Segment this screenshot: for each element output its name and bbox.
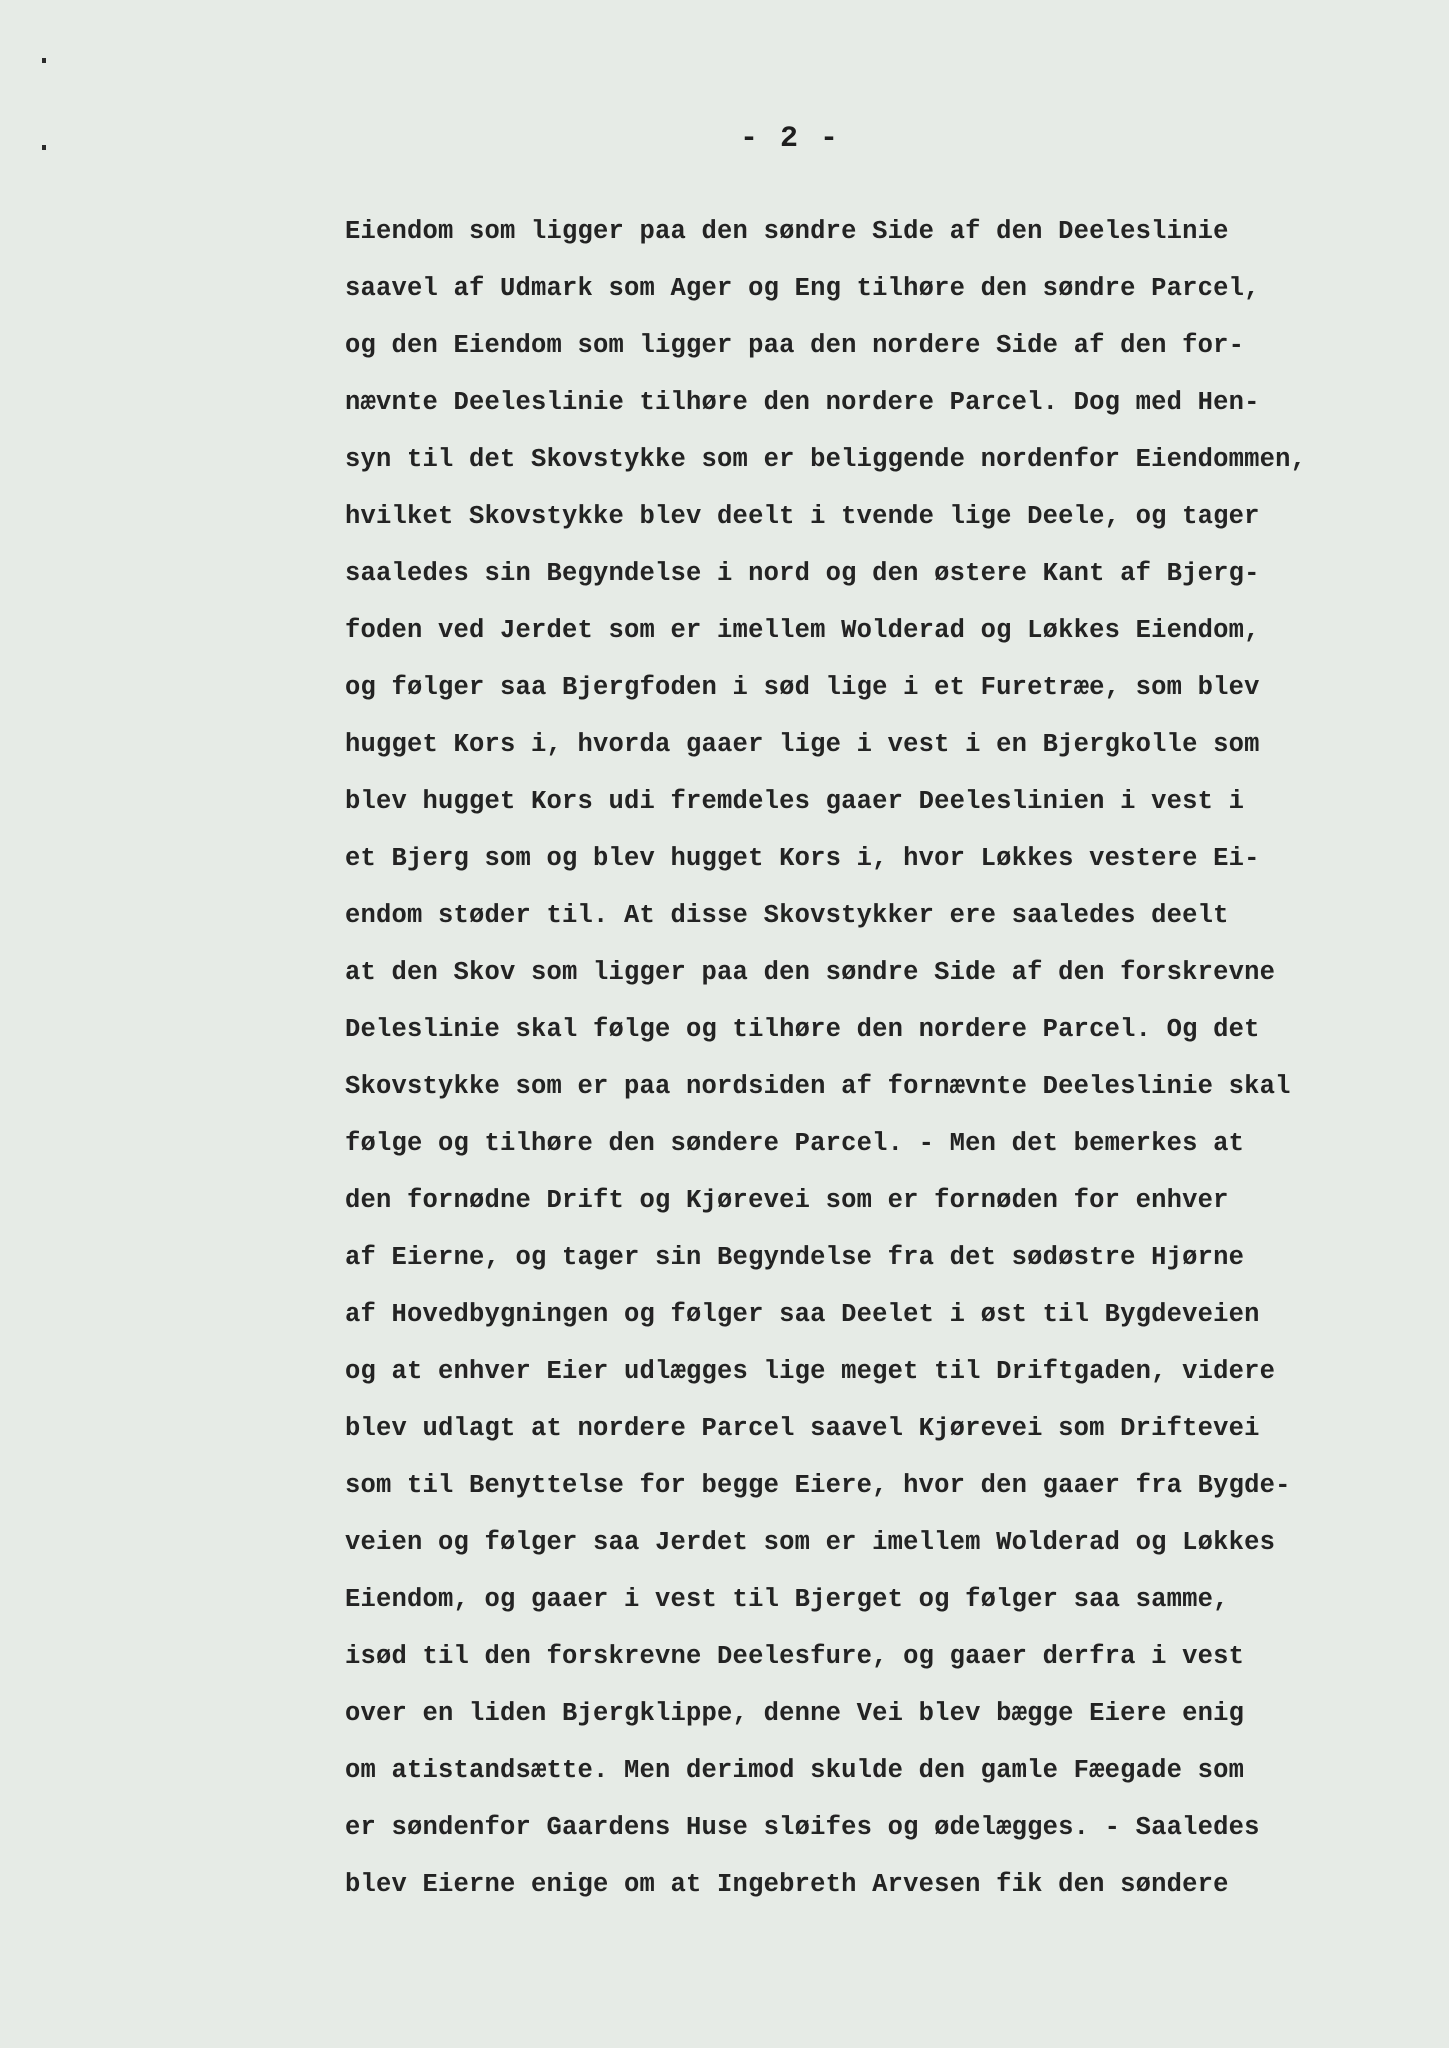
text-line: af Eierne, og tager sin Begyndelse fra det sødøstre Hjørne bbox=[345, 1243, 1245, 1272]
text-line: Eiendom som ligger paa den søndre Side af den Deeleslinie bbox=[345, 217, 1229, 246]
page-number: - 2 - bbox=[740, 122, 841, 156]
text-line: hvilket Skovstykke blev deelt i tvende lige Deele, og tager bbox=[345, 502, 1260, 531]
margin-mark bbox=[42, 58, 46, 63]
text-line: blev hugget Kors udi fremdeles gaaer Deeleslinien i vest i bbox=[345, 787, 1245, 816]
text-line: Skovstykke som er paa nordsiden af fornævnte Deeleslinie skal bbox=[345, 1072, 1291, 1101]
text-line: foden ved Jerdet som er imellem Wolderad og Løkkes Eiendom, bbox=[345, 616, 1260, 645]
body-text bbox=[345, 203, 1435, 1913]
text-line: isød til den forskrevne Deelesfure, og gaaer derfra i vest bbox=[345, 1642, 1245, 1671]
text-line: blev Eierne enige om at Ingebreth Arvesen fik den søndere bbox=[345, 1870, 1229, 1899]
text-line: syn til det Skovstykke som er beliggende nordenfor Eiendommen, bbox=[345, 445, 1307, 474]
text-line: Deleslinie skal følge og tilhøre den nordere Parcel. Og det bbox=[345, 1015, 1260, 1044]
text-line: saavel af Udmark som Ager og Eng tilhøre den søndre Parcel, bbox=[345, 274, 1260, 303]
text-line: er søndenfor Gaardens Huse sløifes og ødelægges. - Saaledes bbox=[345, 1813, 1260, 1842]
text-line: af Hovedbygningen og følger saa Deelet i øst til Bygdeveien bbox=[345, 1300, 1260, 1329]
text-line: blev udlagt at nordere Parcel saavel Kjørevei som Driftevei bbox=[345, 1414, 1260, 1443]
text-line: og at enhver Eier udlægges lige meget til Driftgaden, videre bbox=[345, 1357, 1276, 1386]
margin-mark bbox=[42, 145, 46, 150]
text-line: over en liden Bjergklippe, denne Vei blev bægge Eiere enig bbox=[345, 1699, 1245, 1728]
text-line: endom støder til. At disse Skovstykker ere saaledes deelt bbox=[345, 901, 1229, 930]
text-line: og den Eiendom som ligger paa den nordere Side af den for- bbox=[345, 331, 1245, 360]
text-line: et Bjerg som og blev hugget Kors i, hvor Løkkes vestere Ei- bbox=[345, 844, 1260, 873]
text-line: og følger saa Bjergfoden i sød lige i et Furetræe, som blev bbox=[345, 673, 1260, 702]
text-line: at den Skov som ligger paa den søndre Side af den forskrevne bbox=[345, 958, 1276, 987]
text-line: saaledes sin Begyndelse i nord og den østere Kant af Bjerg- bbox=[345, 559, 1260, 588]
text-line: om atistandsætte. Men derimod skulde den gamle Fæegade som bbox=[345, 1756, 1245, 1785]
text-line: hugget Kors i, hvorda gaaer lige i vest i en Bjergkolle som bbox=[345, 730, 1260, 759]
text-line: veien og følger saa Jerdet som er imellem Wolderad og Løkkes bbox=[345, 1528, 1276, 1557]
text-line: den fornødne Drift og Kjørevei som er fornøden for enhver bbox=[345, 1186, 1229, 1215]
text-line: nævnte Deeleslinie tilhøre den nordere Parcel. Dog med Hen- bbox=[345, 388, 1260, 417]
text-line: Eiendom, og gaaer i vest til Bjerget og følger saa samme, bbox=[345, 1585, 1229, 1614]
text-line: som til Benyttelse for begge Eiere, hvor den gaaer fra Bygde- bbox=[345, 1471, 1291, 1500]
text-line: følge og tilhøre den søndere Parcel. - Men det bemerkes at bbox=[345, 1129, 1245, 1158]
